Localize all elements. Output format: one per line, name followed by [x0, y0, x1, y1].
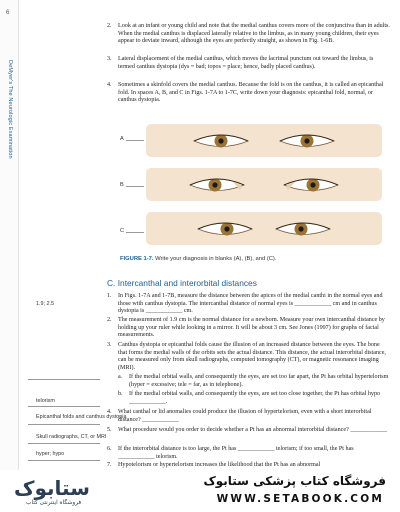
item-text: Canthus dystopia or epicanthal folds cause the illusion of an increased distance between the eyes. The bone that forms the medial walls of the orbits sets the actual distance. This distance, the actual interorbital distance, can be measured only from skull radiographs, computed tomography (CT), or magnetic resonance imaging (MRI). [118, 342, 386, 371]
side-answer: hyper; hypo [36, 451, 65, 457]
item-c3 [107, 342, 390, 372]
store-url: WWW.SETABOOK.COM [216, 493, 384, 505]
answer-blank [126, 186, 144, 187]
item-text: In Figs. 1-7A and 1-7B, measure the distance between the apices of the medial canthi in the normal eyes and those with canthus dystopia. The intercanthal distance of normal eyes is ____________ cm and in canthus dystopia is ____________ cm. [118, 293, 383, 315]
eye-icon [274, 220, 332, 238]
item-4 [107, 82, 390, 105]
item-number: 4. [107, 409, 112, 415]
item-number: b. [118, 391, 123, 397]
side-answer: telorism [36, 398, 55, 404]
answer-divider [28, 443, 100, 444]
eye-icon [282, 176, 340, 194]
item-text: If the medial orbital walls, and consequently the eyes, are set too close together, the Pt has orbital hypo ____________. [129, 391, 381, 405]
answer-divider [28, 424, 100, 425]
section-heading [107, 278, 257, 288]
answer-blank [126, 232, 144, 233]
eye-pair-b [146, 168, 382, 201]
item-number: 3. [107, 342, 112, 348]
eye-pair-c [146, 212, 382, 245]
item-3 [107, 56, 390, 71]
item-number: 7. [107, 462, 112, 468]
row-label-b: B [120, 182, 124, 188]
row-label-c: C [120, 228, 125, 234]
item-number: 6. [107, 446, 112, 452]
item-number: 1. [107, 293, 112, 299]
answer-divider [28, 406, 100, 407]
eye-icon [196, 220, 254, 238]
item-text: What procedure would you order to decide whether a Pt has an abnormal interorbital distance? ____________ [118, 427, 387, 433]
answer-blank [126, 140, 144, 141]
item-text: If the medial orbital walls, and consequently the eyes, are set too far apart, the Pt has orbital hypertelorism (hyper = excessive; tele = far, as in telephone). [129, 374, 389, 388]
item-number: 3. [107, 56, 112, 62]
item-c3b [118, 391, 390, 406]
caption-text: Write your diagnosis in blanks (A), (B), and (C). [155, 256, 277, 262]
item-number: 4. [107, 82, 112, 88]
item-text: Sometimes a skinfold covers the medial canthus. Because the fold is on the canthus, it is called an epicanthal fold. In spaces A, B, and C in Figs. 1-7A to 1-7C, write down your diagnosis: epicanthal fold, normal, or canthus dystopia. [118, 82, 384, 104]
caption-label: FIGURE 1-7. [120, 256, 154, 262]
item-c2 [107, 317, 390, 340]
eye-icon [192, 132, 250, 150]
logo-wordmark: ستابوک [14, 476, 90, 500]
section-letter: C. [107, 278, 116, 288]
item-text: What canthal or lid anomalies could produce the illusion of hypertelorism, even with a short interorbital distance? ____________ [118, 409, 372, 423]
item-c1 [107, 293, 390, 316]
item-c6 [107, 446, 390, 461]
item-text: Look at an infant or young child and note that the medial canthus covers more of the conjunctiva than in adults. When the medial canthus is displaced laterally relative to the limbus, as in many young children, their eyes appear to deviate inward, although the eyes are perfectly straight, as shown in Fig. 1-6B. [118, 23, 390, 45]
figure-caption [120, 256, 276, 262]
item-c5 [107, 427, 390, 435]
store-name: فروشگاه کتاب پزشکی ستابوک [203, 474, 386, 488]
running-head-text: DeMyer's The Neurologic Examination [7, 60, 13, 159]
figure-eye-pairs [120, 110, 382, 246]
item-text: If the interorbital distance is too large, the Pt has ____________ telorism; if too small, the Pt has ____________ telorism. [118, 446, 354, 460]
eye-icon [278, 132, 336, 150]
item-text: The measurement of 1.9 cm is the normal distance for a newborn. Measure your own intercanthal distance by holding up your ruler while looking in a mirror. It will be about 3 cm. See Jones (1997) for graphs of facial measurements. [118, 317, 385, 339]
item-number: 2. [107, 23, 112, 29]
section-title: Intercanthal and interorbital distances [117, 278, 257, 288]
eye-pair-a [146, 124, 382, 157]
row-label-a: A [120, 136, 124, 142]
side-answer: Epicanthal folds and canthus dystopia [36, 414, 127, 420]
item-number: 5. [107, 427, 112, 433]
item-text: Hypotelorism or hypertelorism increases the likelihood that the Pt has an abnormal [118, 462, 321, 468]
item-text: Lateral displacement of the medial canthus, which moves the lacrimal punctum out toward the limbus, is termed canthus dystopia (dys = bad; topos = place; hence, badly placed canthus). [118, 56, 374, 70]
logo-subtitle: فروشگاه اینترنتی کتاب [26, 500, 82, 506]
answer-divider [28, 460, 100, 461]
eye-icon [188, 176, 246, 194]
item-c7 [107, 462, 390, 470]
item-c3a [118, 374, 390, 389]
side-answer: Skull radiographs, CT, or MRI [36, 434, 107, 440]
item-2 [107, 23, 390, 46]
item-c4 [107, 409, 390, 424]
running-head [5, 60, 15, 270]
answer-divider [28, 379, 100, 380]
side-answer: 1.9; 2.5 [36, 301, 54, 307]
item-number: 2. [107, 317, 112, 323]
page-number: 6 [6, 10, 10, 16]
setabook-logo [14, 476, 126, 508]
item-number: a. [118, 374, 123, 380]
